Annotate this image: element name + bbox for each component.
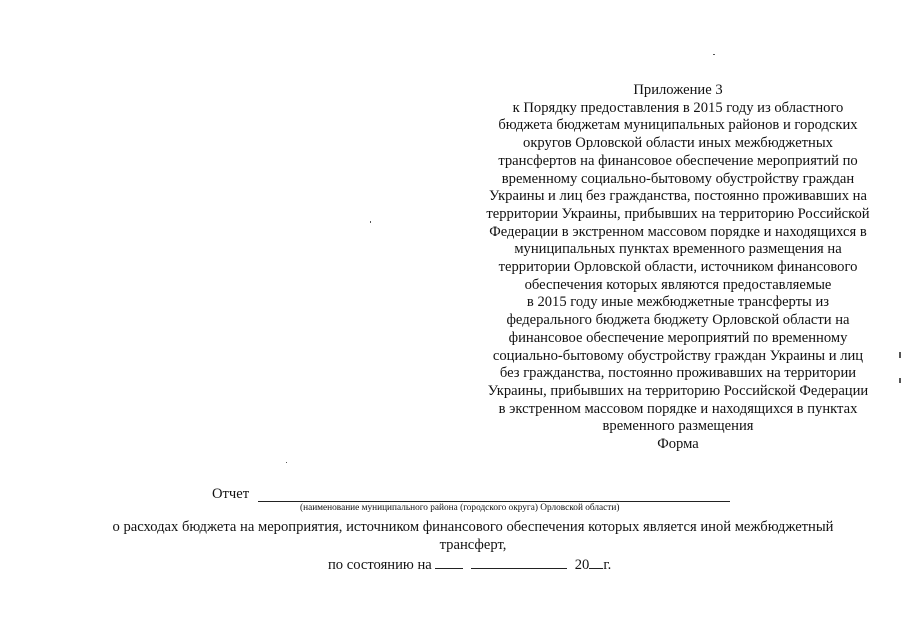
year-suffix: г. <box>603 557 612 573</box>
appendix-heading: Приложение 3 <box>633 82 723 98</box>
as-of-label: по состоянию на <box>328 557 432 573</box>
appendix-line: территории Украины, прибывших на территорию Российской <box>486 205 870 222</box>
appendix-line: трансфертов на финансовое обеспечение мероприятий по <box>498 152 858 169</box>
day-blank <box>435 555 463 569</box>
report-title: Отчет <box>212 486 250 502</box>
scan-speck <box>899 378 901 383</box>
year-prefix: 20 <box>574 557 590 573</box>
appendix-line: к Порядку предоставления в 2015 году из областного <box>512 99 844 116</box>
scan-speck <box>286 462 287 463</box>
appendix-line: муниципальных пунктах временного размещения на <box>514 241 842 258</box>
appendix-line: бюджета бюджетам муниципальных районов и городских <box>498 117 858 134</box>
scan-speck <box>713 54 715 55</box>
municipality-name-caption: (наименование муниципального района (городского округа) Орловской области) <box>300 503 620 513</box>
appendix-line: временному социально-бытовому обустройству граждан <box>501 170 855 187</box>
form-label: Форма <box>657 436 699 453</box>
year-blank <box>589 555 603 569</box>
description-line: о расходах бюджета на мероприятия, источником финансового обеспечения которых является иной межбюджетный <box>112 519 834 535</box>
appendix-line: без гражданства, постоянно проживавших на территории <box>499 365 857 382</box>
as-of-date-line <box>328 555 611 574</box>
description-line: трансферт, <box>439 536 507 553</box>
scan-speck <box>370 221 371 223</box>
appendix-line: социально-бытовому обустройству граждан Украины и лиц <box>492 347 864 364</box>
appendix-line: федерального бюджета бюджету Орловской области на <box>506 312 850 329</box>
appendix-line: территории Орловской области, источником финансового <box>498 259 858 276</box>
appendix-line: Украины и лиц без гражданства, постоянно проживавших на <box>489 188 867 205</box>
appendix-line: Украины, прибывших на территорию Российской Федерации <box>487 382 869 399</box>
appendix-line: обеспечения которых являются предоставляемые <box>524 276 832 293</box>
appendix-line: в 2015 году иные межбюджетные трансферты из <box>526 294 830 311</box>
appendix-line: временного размещения <box>602 418 754 435</box>
month-blank <box>471 555 567 569</box>
municipality-name-blank <box>258 501 730 502</box>
report-description <box>88 519 858 554</box>
appendix-block <box>470 82 886 454</box>
appendix-line: финансовое обеспечение мероприятий по временному <box>508 329 848 346</box>
scan-speck <box>899 352 901 358</box>
appendix-line: округов Орловской области иных межбюджетных <box>523 135 833 152</box>
appendix-line: Федерации в экстренном массовом порядке и находящихся в <box>489 223 867 240</box>
appendix-line: в экстренном массовом порядке и находящихся в пунктах <box>498 400 858 417</box>
